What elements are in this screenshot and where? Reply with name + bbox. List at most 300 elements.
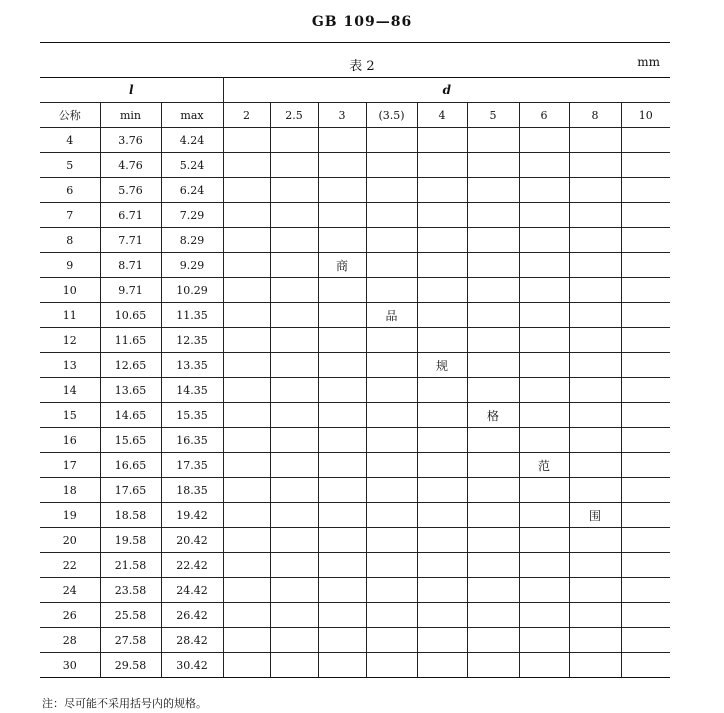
cell-d xyxy=(223,378,270,403)
cell-d xyxy=(569,628,621,653)
cell-d xyxy=(621,228,670,253)
cell-d xyxy=(270,553,318,578)
cell-d xyxy=(318,128,366,153)
cell-d xyxy=(569,203,621,228)
cell-d xyxy=(223,403,270,428)
cell-d xyxy=(366,203,417,228)
cell-d xyxy=(621,553,670,578)
cell-d xyxy=(519,428,569,453)
cell-nominal: 24 xyxy=(40,578,100,603)
cell-d xyxy=(417,603,467,628)
cell-d xyxy=(519,128,569,153)
cell-min: 7.71 xyxy=(100,228,161,253)
cell-min: 18.58 xyxy=(100,503,161,528)
cell-d xyxy=(467,153,519,178)
cell-d xyxy=(318,553,366,578)
cell-d xyxy=(519,503,569,528)
cell-d xyxy=(467,303,519,328)
cell-d xyxy=(417,453,467,478)
cell-nominal: 30 xyxy=(40,653,100,678)
cell-nominal: 6 xyxy=(40,178,100,203)
table-row xyxy=(40,603,670,628)
table-row xyxy=(40,303,670,328)
cell-d xyxy=(223,478,270,503)
cell-d xyxy=(270,428,318,453)
cell-d xyxy=(417,428,467,453)
cell-d xyxy=(467,203,519,228)
cell-d xyxy=(366,378,417,403)
cell-nominal: 28 xyxy=(40,628,100,653)
header-row-groups xyxy=(40,78,670,103)
cell-d xyxy=(366,178,417,203)
cell-d xyxy=(223,178,270,203)
table-row xyxy=(40,228,670,253)
cell-min: 10.65 xyxy=(100,303,161,328)
cell-d xyxy=(270,353,318,378)
col-header-d-size: 4 xyxy=(417,103,467,128)
cell-d xyxy=(417,628,467,653)
cell-d xyxy=(519,228,569,253)
group-header-l: l xyxy=(40,78,223,103)
cell-d xyxy=(569,578,621,603)
cell-d xyxy=(270,528,318,553)
cell-max: 26.42 xyxy=(161,603,223,628)
cell-min: 13.65 xyxy=(100,378,161,403)
cell-d xyxy=(270,653,318,678)
cell-d xyxy=(366,153,417,178)
cell-d xyxy=(621,628,670,653)
cell-d xyxy=(318,328,366,353)
cell-min: 21.58 xyxy=(100,553,161,578)
cell-d xyxy=(519,578,569,603)
table-row xyxy=(40,628,670,653)
cell-d xyxy=(223,303,270,328)
cell-d xyxy=(519,403,569,428)
table-row xyxy=(40,353,670,378)
range-label-char: 规 xyxy=(435,358,448,373)
cell-d xyxy=(417,253,467,278)
table-row xyxy=(40,578,670,603)
cell-d xyxy=(467,378,519,403)
cell-d xyxy=(366,578,417,603)
cell-d xyxy=(621,153,670,178)
cell-d xyxy=(467,228,519,253)
cell-d xyxy=(366,603,417,628)
cell-d xyxy=(366,628,417,653)
cell-d xyxy=(270,153,318,178)
group-header-d: d xyxy=(223,78,670,103)
cell-nominal: 10 xyxy=(40,278,100,303)
col-header-d-size: 2.5 xyxy=(270,103,318,128)
cell-d xyxy=(467,128,519,153)
cell-d xyxy=(318,603,366,628)
range-label-char: 围 xyxy=(588,508,601,523)
col-header-d-size: 2 xyxy=(223,103,270,128)
cell-d xyxy=(223,328,270,353)
table-row xyxy=(40,128,670,153)
cell-d xyxy=(417,128,467,153)
cell-max: 10.29 xyxy=(161,278,223,303)
footnote: 注：尽可能不采用括号内的规格。 xyxy=(42,697,207,710)
cell-max: 22.42 xyxy=(161,553,223,578)
cell-d xyxy=(621,603,670,628)
cell-d xyxy=(519,328,569,353)
cell-d xyxy=(569,353,621,378)
cell-d xyxy=(569,503,621,528)
cell-nominal: 5 xyxy=(40,153,100,178)
cell-d xyxy=(270,453,318,478)
cell-d xyxy=(417,378,467,403)
range-label-char: 格 xyxy=(486,408,499,423)
cell-d xyxy=(318,228,366,253)
cell-d xyxy=(467,428,519,453)
cell-d xyxy=(569,403,621,428)
cell-max: 19.42 xyxy=(161,503,223,528)
cell-d xyxy=(223,603,270,628)
cell-min: 16.65 xyxy=(100,453,161,478)
cell-d xyxy=(223,453,270,478)
table-row xyxy=(40,528,670,553)
cell-d xyxy=(569,453,621,478)
cell-d xyxy=(270,578,318,603)
cell-nominal: 15 xyxy=(40,403,100,428)
table-row xyxy=(40,403,670,428)
cell-min: 17.65 xyxy=(100,478,161,503)
standard-code: GB 109—86 xyxy=(311,14,413,30)
cell-d xyxy=(366,253,417,278)
cell-nominal: 19 xyxy=(40,503,100,528)
cell-d xyxy=(318,353,366,378)
cell-d xyxy=(467,528,519,553)
col-header-d-size: 6 xyxy=(519,103,569,128)
cell-d xyxy=(519,478,569,503)
cell-d xyxy=(318,653,366,678)
cell-d xyxy=(270,203,318,228)
cell-d xyxy=(270,128,318,153)
cell-d xyxy=(223,253,270,278)
cell-max: 20.42 xyxy=(161,528,223,553)
cell-d xyxy=(366,653,417,678)
cell-max: 8.29 xyxy=(161,228,223,253)
cell-max: 28.42 xyxy=(161,628,223,653)
col-header-nominal: 公称 xyxy=(40,103,100,128)
cell-d xyxy=(318,453,366,478)
table-row xyxy=(40,478,670,503)
cell-d xyxy=(621,328,670,353)
cell-max: 30.42 xyxy=(161,653,223,678)
top-rule xyxy=(40,42,670,43)
cell-d xyxy=(569,428,621,453)
cell-d xyxy=(270,328,318,353)
cell-d xyxy=(318,203,366,228)
cell-nominal: 9 xyxy=(40,253,100,278)
cell-d xyxy=(467,553,519,578)
cell-d xyxy=(621,353,670,378)
cell-d xyxy=(569,128,621,153)
cell-d xyxy=(366,428,417,453)
cell-d xyxy=(569,528,621,553)
cell-d xyxy=(223,353,270,378)
cell-d xyxy=(270,228,318,253)
cell-max: 7.29 xyxy=(161,203,223,228)
cell-d xyxy=(417,153,467,178)
cell-d xyxy=(318,528,366,553)
cell-max: 16.35 xyxy=(161,428,223,453)
cell-nominal: 11 xyxy=(40,303,100,328)
cell-d xyxy=(270,253,318,278)
table-caption: 表 2 xyxy=(349,59,375,74)
cell-d xyxy=(569,603,621,628)
cell-d xyxy=(569,253,621,278)
cell-d xyxy=(621,403,670,428)
cell-d xyxy=(270,178,318,203)
cell-d xyxy=(366,453,417,478)
cell-d xyxy=(519,553,569,578)
cell-d xyxy=(366,353,417,378)
cell-d xyxy=(270,403,318,428)
table-row xyxy=(40,428,670,453)
col-header-d-size: 3 xyxy=(318,103,366,128)
cell-d xyxy=(621,128,670,153)
cell-d xyxy=(270,378,318,403)
cell-d xyxy=(417,278,467,303)
cell-d xyxy=(223,528,270,553)
cell-d xyxy=(366,278,417,303)
cell-d xyxy=(519,178,569,203)
cell-min: 5.76 xyxy=(100,178,161,203)
cell-d xyxy=(569,178,621,203)
cell-d xyxy=(569,328,621,353)
cell-nominal: 17 xyxy=(40,453,100,478)
cell-d xyxy=(366,528,417,553)
cell-max: 9.29 xyxy=(161,253,223,278)
cell-min: 4.76 xyxy=(100,153,161,178)
table-row xyxy=(40,553,670,578)
cell-min: 14.65 xyxy=(100,403,161,428)
cell-d xyxy=(417,203,467,228)
cell-d xyxy=(569,278,621,303)
table-row xyxy=(40,253,670,278)
cell-d xyxy=(519,453,569,478)
cell-min: 12.65 xyxy=(100,353,161,378)
cell-d xyxy=(519,628,569,653)
cell-d xyxy=(270,278,318,303)
cell-d xyxy=(621,478,670,503)
cell-d xyxy=(223,428,270,453)
cell-d xyxy=(366,128,417,153)
cell-d xyxy=(621,178,670,203)
col-header-min: min xyxy=(100,103,161,128)
cell-min: 8.71 xyxy=(100,253,161,278)
cell-d xyxy=(318,428,366,453)
cell-d xyxy=(223,278,270,303)
cell-nominal: 14 xyxy=(40,378,100,403)
cell-max: 18.35 xyxy=(161,478,223,503)
cell-d xyxy=(519,303,569,328)
cell-d xyxy=(519,653,569,678)
cell-d xyxy=(621,203,670,228)
cell-d xyxy=(569,653,621,678)
cell-d xyxy=(366,303,417,328)
cell-d xyxy=(467,653,519,678)
cell-d xyxy=(467,478,519,503)
cell-d xyxy=(366,553,417,578)
cell-d xyxy=(417,328,467,353)
cell-min: 19.58 xyxy=(100,528,161,553)
cell-d xyxy=(223,578,270,603)
cell-d xyxy=(467,628,519,653)
cell-max: 6.24 xyxy=(161,178,223,203)
cell-nominal: 13 xyxy=(40,353,100,378)
cell-d xyxy=(223,628,270,653)
col-header-d-size: 5 xyxy=(467,103,519,128)
cell-d xyxy=(467,353,519,378)
cell-d xyxy=(467,278,519,303)
cell-d xyxy=(519,603,569,628)
cell-d xyxy=(467,403,519,428)
dimension-table xyxy=(40,77,670,678)
cell-d xyxy=(417,228,467,253)
cell-max: 17.35 xyxy=(161,453,223,478)
cell-d xyxy=(223,653,270,678)
cell-d xyxy=(467,453,519,478)
cell-d xyxy=(621,278,670,303)
cell-d xyxy=(366,403,417,428)
cell-d xyxy=(621,453,670,478)
cell-d xyxy=(318,153,366,178)
cell-d xyxy=(621,578,670,603)
cell-min: 9.71 xyxy=(100,278,161,303)
cell-d xyxy=(270,628,318,653)
cell-max: 11.35 xyxy=(161,303,223,328)
cell-d xyxy=(318,628,366,653)
table-row xyxy=(40,503,670,528)
cell-d xyxy=(519,528,569,553)
header-row-columns xyxy=(40,103,670,128)
cell-d xyxy=(417,403,467,428)
cell-d xyxy=(569,553,621,578)
cell-d xyxy=(467,328,519,353)
cell-min: 11.65 xyxy=(100,328,161,353)
cell-d xyxy=(417,478,467,503)
table-row xyxy=(40,203,670,228)
cell-d xyxy=(621,303,670,328)
cell-max: 15.35 xyxy=(161,403,223,428)
cell-d xyxy=(417,553,467,578)
col-header-d-size: (3.5) xyxy=(366,103,417,128)
cell-max: 13.35 xyxy=(161,353,223,378)
cell-d xyxy=(318,303,366,328)
cell-nominal: 12 xyxy=(40,328,100,353)
unit-label: mm xyxy=(637,55,660,69)
table-row xyxy=(40,278,670,303)
cell-max: 24.42 xyxy=(161,578,223,603)
cell-d xyxy=(366,228,417,253)
cell-d xyxy=(223,503,270,528)
cell-d xyxy=(467,253,519,278)
table-row xyxy=(40,453,670,478)
cell-d xyxy=(569,378,621,403)
cell-d xyxy=(318,178,366,203)
cell-d xyxy=(223,228,270,253)
cell-d xyxy=(366,328,417,353)
cell-d xyxy=(621,653,670,678)
cell-d xyxy=(467,578,519,603)
cell-d xyxy=(621,528,670,553)
cell-d xyxy=(366,503,417,528)
cell-d xyxy=(417,528,467,553)
col-header-d-size: 8 xyxy=(569,103,621,128)
cell-d xyxy=(621,428,670,453)
cell-min: 25.58 xyxy=(100,603,161,628)
cell-nominal: 7 xyxy=(40,203,100,228)
cell-min: 15.65 xyxy=(100,428,161,453)
cell-max: 5.24 xyxy=(161,153,223,178)
cell-d xyxy=(621,253,670,278)
cell-min: 6.71 xyxy=(100,203,161,228)
table-row xyxy=(40,153,670,178)
cell-d xyxy=(417,578,467,603)
range-label-char: 品 xyxy=(385,308,398,323)
cell-d xyxy=(318,578,366,603)
cell-min: 23.58 xyxy=(100,578,161,603)
cell-d xyxy=(223,153,270,178)
cell-d xyxy=(569,478,621,503)
cell-d xyxy=(417,653,467,678)
cell-d xyxy=(270,503,318,528)
cell-nominal: 16 xyxy=(40,428,100,453)
cell-d xyxy=(270,603,318,628)
cell-d xyxy=(417,178,467,203)
cell-d xyxy=(318,478,366,503)
cell-d xyxy=(519,203,569,228)
cell-d xyxy=(223,203,270,228)
cell-min: 27.58 xyxy=(100,628,161,653)
range-label-char: 商 xyxy=(335,258,348,273)
cell-max: 4.24 xyxy=(161,128,223,153)
cell-d xyxy=(621,503,670,528)
table-row xyxy=(40,178,670,203)
cell-min: 29.58 xyxy=(100,653,161,678)
col-header-d-size: 10 xyxy=(621,103,670,128)
cell-d xyxy=(318,403,366,428)
cell-d xyxy=(621,378,670,403)
cell-max: 12.35 xyxy=(161,328,223,353)
range-label-char: 范 xyxy=(537,458,550,473)
table-row xyxy=(40,328,670,353)
cell-d xyxy=(519,253,569,278)
cell-d xyxy=(270,303,318,328)
cell-d xyxy=(366,478,417,503)
cell-d xyxy=(569,303,621,328)
cell-nominal: 4 xyxy=(40,128,100,153)
cell-d xyxy=(318,378,366,403)
cell-d xyxy=(223,128,270,153)
cell-nominal: 26 xyxy=(40,603,100,628)
cell-nominal: 20 xyxy=(40,528,100,553)
cell-d xyxy=(569,153,621,178)
cell-d xyxy=(223,553,270,578)
cell-nominal: 8 xyxy=(40,228,100,253)
col-header-max: max xyxy=(161,103,223,128)
cell-nominal: 22 xyxy=(40,553,100,578)
cell-d xyxy=(467,503,519,528)
cell-d xyxy=(417,303,467,328)
cell-d xyxy=(318,503,366,528)
cell-d xyxy=(417,503,467,528)
cell-d xyxy=(519,353,569,378)
cell-d xyxy=(318,278,366,303)
